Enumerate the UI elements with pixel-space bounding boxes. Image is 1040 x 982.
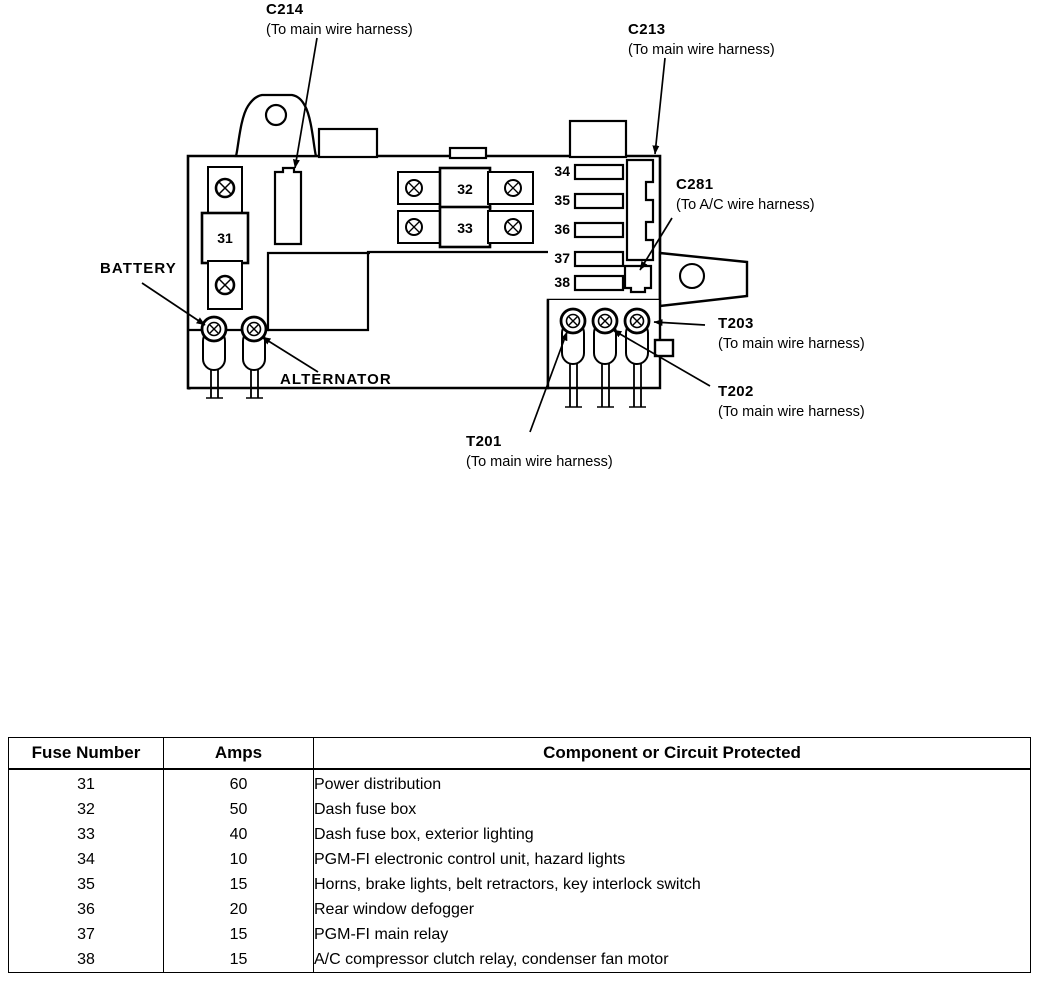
table-row <box>9 897 1031 922</box>
fuse-table <box>8 737 1031 973</box>
mounting-hole-icon <box>266 105 286 125</box>
cell-description: Power distribution <box>314 769 1031 797</box>
cell-amps: 40 <box>164 822 314 847</box>
callout-t203-note: (To main wire harness) <box>718 336 865 352</box>
slot-37-label: 37 <box>554 250 570 266</box>
fuse-slot-35 <box>575 194 623 208</box>
callout-c213-code: C213 <box>628 21 666 38</box>
slot-36-label: 36 <box>554 221 570 237</box>
fuse-slot-38 <box>575 276 623 290</box>
table-row <box>9 947 1031 973</box>
c281-connector <box>625 266 651 292</box>
cell-fuse-number: 31 <box>9 769 164 797</box>
fuse-slot-34 <box>575 165 623 179</box>
callout-c281-code: C281 <box>676 176 714 193</box>
table-row <box>9 769 1031 797</box>
fuse-32-label: 32 <box>457 181 473 197</box>
callout-t201-note: (To main wire harness) <box>466 454 613 470</box>
cell-amps: 15 <box>164 947 314 973</box>
header-component: Component or Circuit Protected <box>314 738 1031 770</box>
cell-description: PGM-FI main relay <box>314 922 1031 947</box>
table-row <box>9 822 1031 847</box>
table-row <box>9 847 1031 872</box>
table-row <box>9 922 1031 947</box>
cell-fuse-number: 32 <box>9 797 164 822</box>
callout-t203-code: T203 <box>718 315 754 332</box>
fuse-31-label: 31 <box>217 230 233 246</box>
cell-fuse-number: 33 <box>9 822 164 847</box>
slot-35-label: 35 <box>554 192 570 208</box>
fuse-31-assembly <box>202 167 248 309</box>
fuse-32-assembly <box>398 168 533 208</box>
table-row <box>9 872 1031 897</box>
label-alternator: ALTERNATOR <box>280 371 392 388</box>
table-header-row <box>9 738 1031 770</box>
leader-t203 <box>654 322 705 325</box>
fuse-slot-37 <box>575 252 623 266</box>
cell-description: Horns, brake lights, belt retractors, key interlock switch <box>314 872 1031 897</box>
callout-t202-code: T202 <box>718 383 754 400</box>
t202-terminal <box>593 309 617 407</box>
label-battery: BATTERY <box>100 260 177 277</box>
fuse-slot-36 <box>575 223 623 237</box>
fuse-table-body <box>9 769 1031 973</box>
top-edge-tabs <box>319 121 626 158</box>
bracket-hole-icon <box>680 264 704 288</box>
fuse-table-container <box>8 737 1030 973</box>
right-side-bracket <box>660 253 747 306</box>
cell-description: PGM-FI electronic control unit, hazard lights <box>314 847 1031 872</box>
cell-amps: 20 <box>164 897 314 922</box>
callout-t201-code: T201 <box>466 433 502 450</box>
t203-terminal <box>625 309 649 407</box>
cell-fuse-number: 38 <box>9 947 164 973</box>
mounting-tab-top <box>236 95 316 156</box>
leader-c213 <box>655 58 665 154</box>
cell-amps: 15 <box>164 922 314 947</box>
cell-description: Rear window defogger <box>314 897 1031 922</box>
header-fuse-number: Fuse Number <box>9 738 164 770</box>
cell-amps: 60 <box>164 769 314 797</box>
fuse-33-label: 33 <box>457 220 473 236</box>
cell-amps: 15 <box>164 872 314 897</box>
top-tab-center <box>450 148 486 158</box>
cell-fuse-number: 37 <box>9 922 164 947</box>
callout-t202-note: (To main wire harness) <box>718 404 865 420</box>
fuse-33-assembly <box>398 207 533 247</box>
table-row <box>9 797 1031 822</box>
fuse-table-head <box>9 738 1031 770</box>
t201-terminal <box>561 309 585 407</box>
callout-c214-note: (To main wire harness) <box>266 22 413 38</box>
cell-fuse-number: 34 <box>9 847 164 872</box>
top-tab-right <box>570 121 626 157</box>
callout-c213-note: (To main wire harness) <box>628 42 775 58</box>
cell-amps: 10 <box>164 847 314 872</box>
cell-description: Dash fuse box, exterior lighting <box>314 822 1031 847</box>
cell-description: A/C compressor clutch relay, condenser fan motor <box>314 947 1031 973</box>
housing-side-tab <box>655 340 673 356</box>
slot-38-label: 38 <box>554 274 570 290</box>
slot-34-label: 34 <box>554 163 570 179</box>
cell-fuse-number: 35 <box>9 872 164 897</box>
c214-connector <box>275 168 301 244</box>
top-tab-left <box>319 129 377 157</box>
cell-description: Dash fuse box <box>314 797 1031 822</box>
cell-amps: 50 <box>164 797 314 822</box>
callout-c214-code: C214 <box>266 1 304 18</box>
header-amps: Amps <box>164 738 314 770</box>
callout-c281-note: (To A/C wire harness) <box>676 197 815 213</box>
c213-connector <box>627 160 653 260</box>
cell-fuse-number: 36 <box>9 897 164 922</box>
